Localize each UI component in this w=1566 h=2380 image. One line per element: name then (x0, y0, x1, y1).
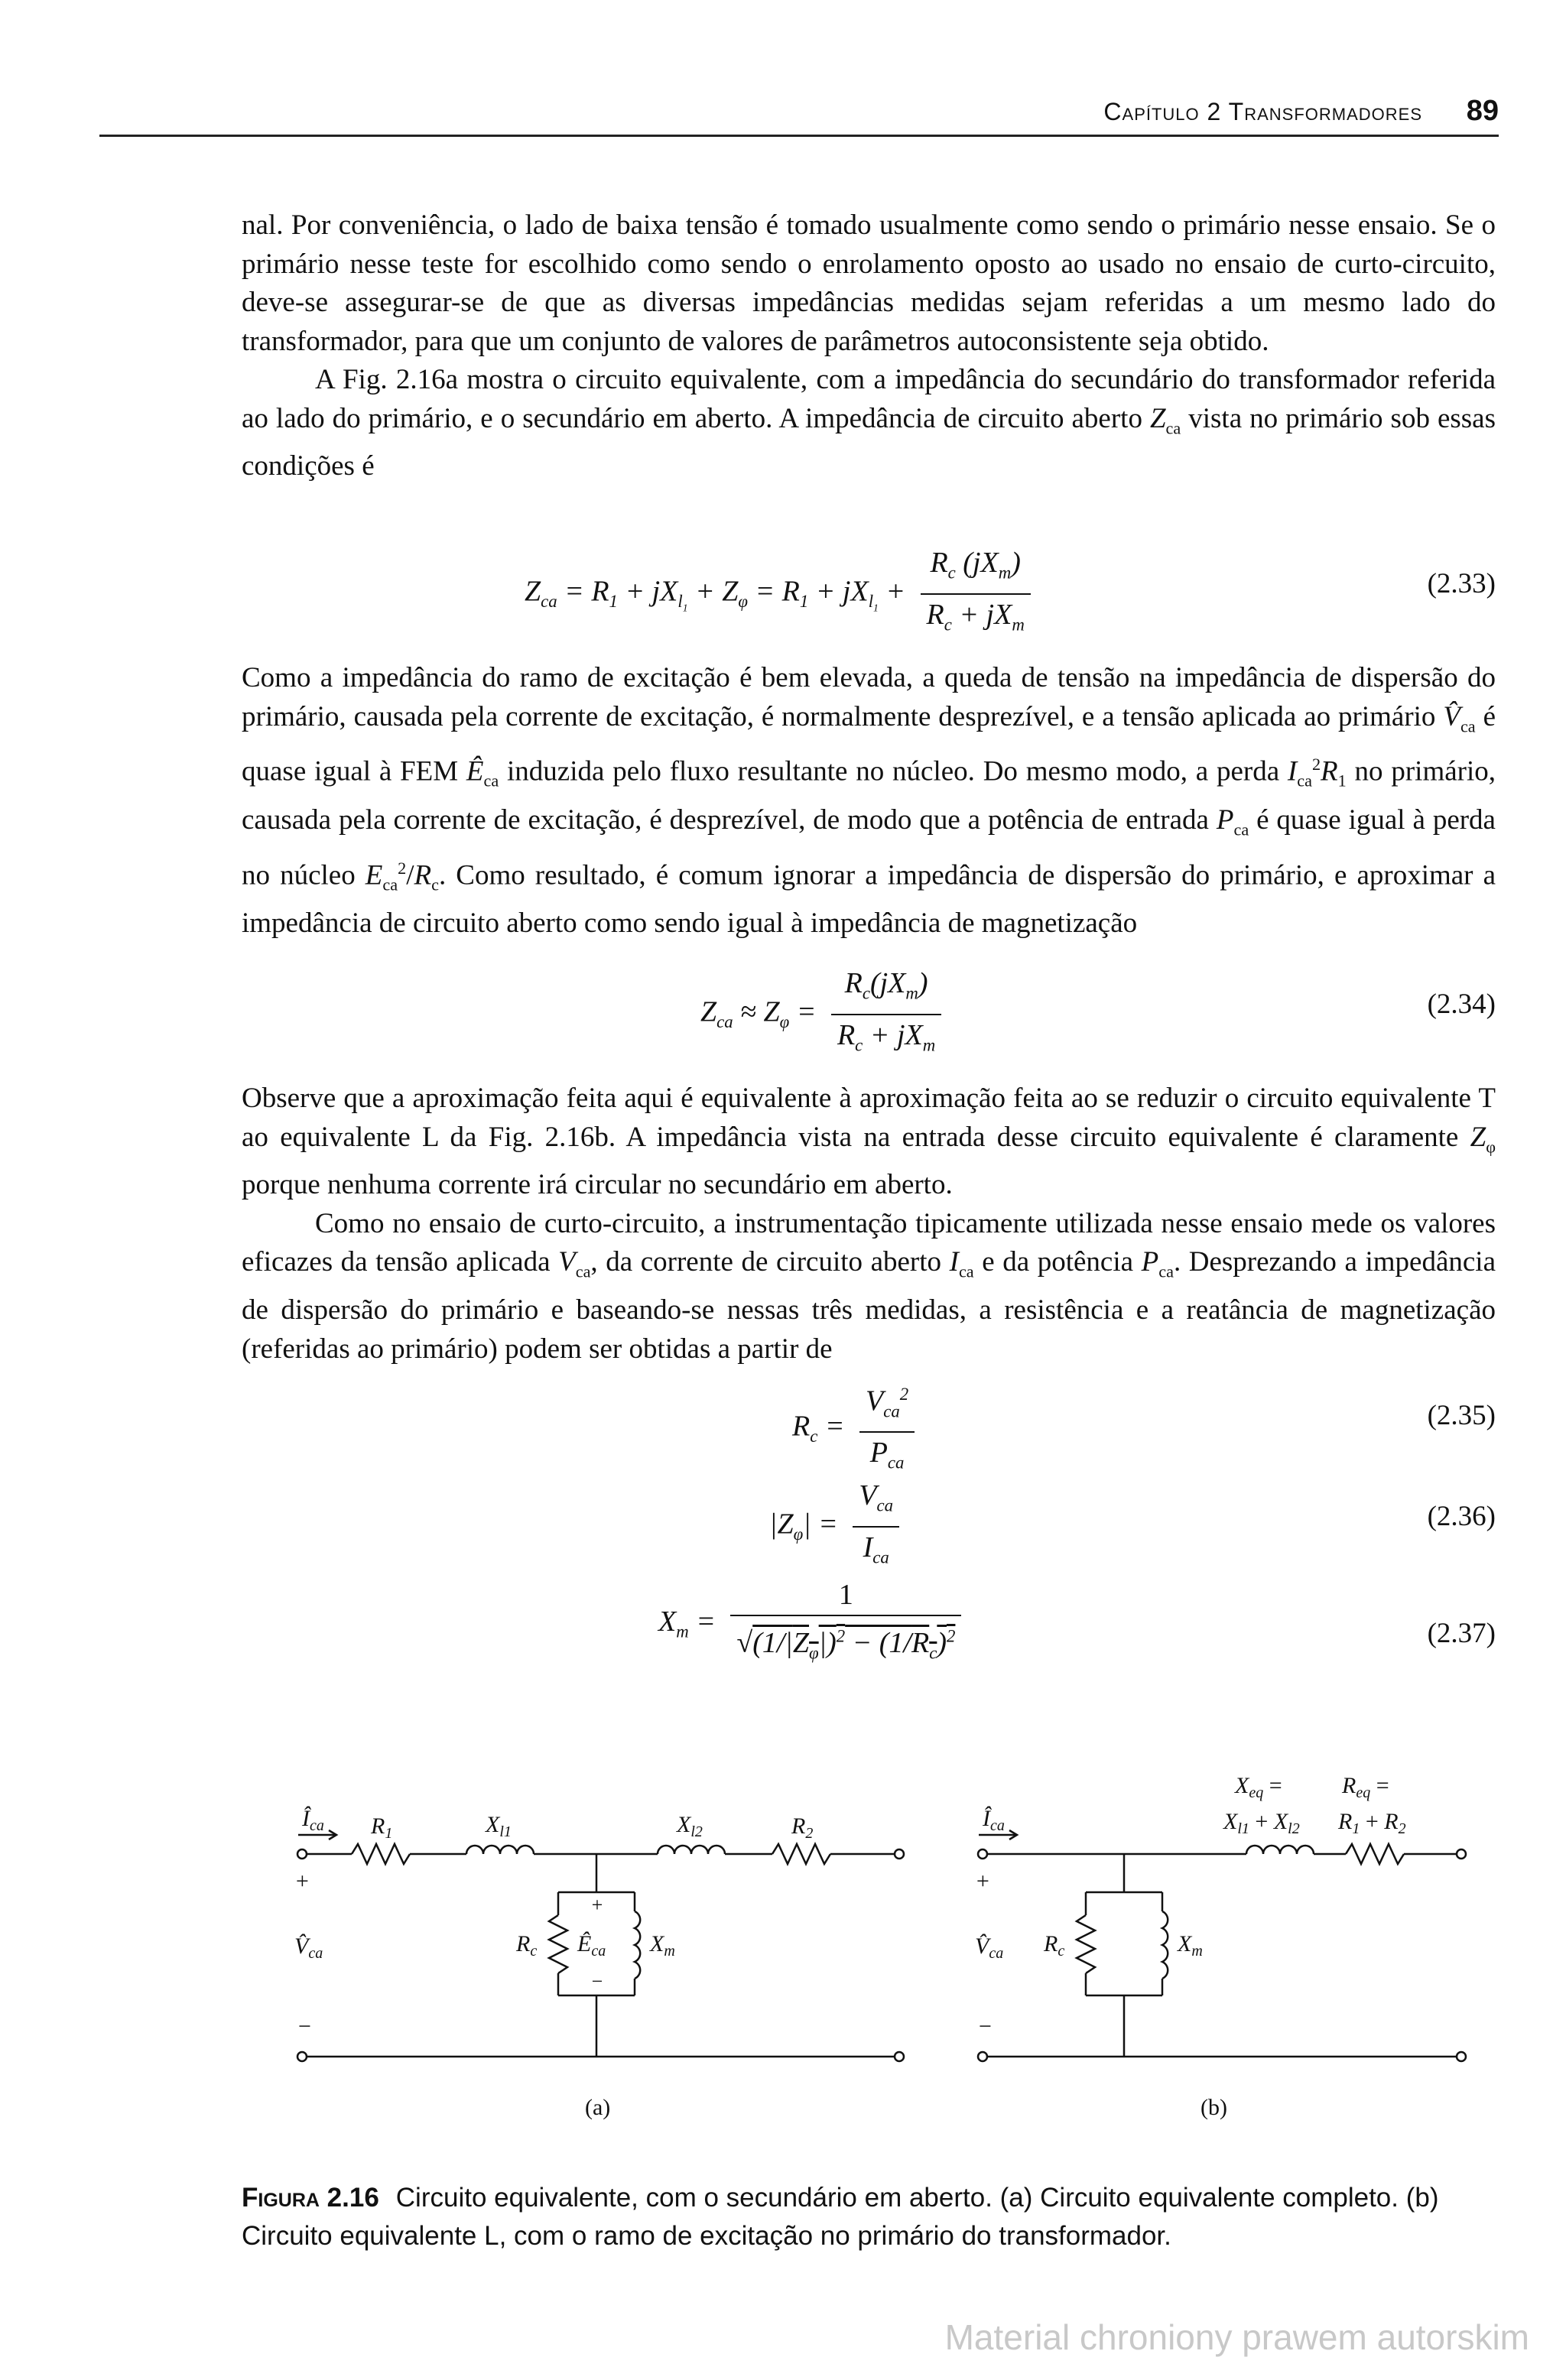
equation-2-35: $R_c$ = $\frac{V_{ca}^2}{P_{ca}}$ (2.35) (242, 1375, 1496, 1474)
figure-2-16 (275, 1758, 1499, 2156)
figure-label-b: (b) (1200, 2095, 1227, 2120)
svg-text:Xm: $X_m$ (1178, 1931, 1203, 1960)
svg-text:Rc: $R_c$ (1044, 1931, 1065, 1960)
svg-text:+: + (590, 1894, 604, 1916)
svg-text:−: − (977, 2014, 993, 2039)
equation-number: (2.37) (1427, 1618, 1496, 1649)
svg-text:Req =: $R_{eq}$ = (1342, 1773, 1389, 1801)
equation-number: (2.36) (1427, 1501, 1496, 1532)
svg-text:−: − (297, 2014, 313, 2039)
body-text-middle (242, 659, 1496, 943)
paragraph-2: A Fig. 2.16a mostra o circuito equivalente, com a impedância do secundário do transformador referida ao lado do primário, e o secundário em aberto. A impedância de circuito aberto $Z_{ca}$ vista no primário sob essas condições é (242, 364, 1496, 482)
paragraph-1: nal. Por conveniência, o lado de baixa tensão é tomado usualmente como sendo o primário nesse ensaio. Se o primário nesse teste for escolhido como sendo o enrolamento oposto ao usado no ensaio de curto-circuito, deve-se assegurar-se de que as diversas impedâncias medidas sejam referidas a um mesmo lado do transformador, para que um conjunto de valores de parâmetros autoconsistente seja obtido. (242, 209, 1496, 357)
running-header (99, 95, 1499, 137)
svg-text:Îca: $Î_{ca}$ (983, 1806, 1005, 1834)
svg-text:Êca: $Ê_{ca}$ (577, 1931, 606, 1960)
copyright-watermark: Material chroniony prawem autorskim (944, 2317, 1529, 2357)
equation-2-37: $X_m$ = $\frac{1}{√(1/|Z_\varphi|)^2 - (1/R_c)^2}$ (2.37) (242, 1575, 1496, 1674)
running-head-text: Capítulo 2 Transformadores (1103, 98, 1422, 125)
equation-2-33: $Z_{ca} = R_1 + jX_{l_1} + Z_\varphi = R_1 + jX_{l_1}$ + $\frac{R_c (jX_m)}{R_c + jX_m}$ (2.33) (242, 535, 1496, 635)
svg-text:R1 + R2: $R_1 + R_2$ (1338, 1809, 1406, 1837)
circuit-diagrams (275, 1758, 1499, 2156)
paragraph-4: Observe que a aproximação feita aqui é equivalente à aproximação feita ao se reduzir o circuito equivalente T ao equivalente L da Fig. 2.16b. A impedância vista na entrada desse circuito equivalente é claramente $Z_\varphi$ porque nenhuma corrente irá circular no secundário em aberto. (242, 1083, 1496, 1201)
body-text-top (242, 206, 1496, 486)
equation-number: (2.33) (1427, 568, 1496, 599)
svg-text:Rc: $R_c$ (516, 1931, 538, 1960)
equation-number: (2.35) (1427, 1400, 1496, 1431)
svg-text:Îca: $Î_{ca}$ (302, 1806, 324, 1834)
paragraph-5: Como no ensaio de curto-circuito, a instrumentação tipicamente utilizada nesse ensaio mede os valores eficazes da tensão aplicada $V_{ca}$, da corrente de circuito aberto $I_{ca}$ e da potência $P_{ca}$. Desprezando a impedância de dispersão do primário e baseando-se nessas três medidas, a resistência e a reatância de magnetização (referidas ao primário) podem ser obtidas a partir de (242, 1207, 1496, 1365)
paragraph-3: Como a impedância do ramo de excitação é bem elevada, a queda de tensão na impedância de dispersão do primário, causada pela corrente de excitação, é normalmente desprezível, e a tensão aplicada ao primário $V̂_{ca}$ é quase igual à FEM $Ê_{ca}$ induzida pelo fluxo resultante no núcleo. Do mesmo modo, a perda $I_{ca}^2R_1$ no primário, causada pela corrente de excitação, é desprezível, de modo que a potência de entrada $P_{ca}$ é quase igual à perda no núcleo $E_{ca}^2/R_c$. Como resultado, é comum ignorar a impedância de dispersão do primário, e aproximar a impedância de circuito aberto como sendo igual à impedância de magnetização (242, 662, 1496, 939)
figure-label-a: (a) (585, 2095, 611, 2120)
svg-text:Xeq =: $X_{eq}$ = (1235, 1773, 1282, 1801)
equation-number: (2.34) (1427, 989, 1496, 1020)
equation-2-36: $|Z_\varphi|$ = $\frac{V_{ca}}{I_{ca}}$ (2.36) (242, 1476, 1496, 1575)
svg-text:Xl1: $X_{l1}$ (486, 1812, 512, 1840)
svg-text:Xm: $X_m$ (650, 1931, 675, 1960)
svg-text:Xl2: $X_{l2}$ (677, 1812, 703, 1840)
equation-2-34: $Z_{ca} \approx Z_\varphi$ = $\frac{R_c(jX_m)}{R_c + jX_m}$ (2.34) (242, 956, 1496, 1055)
svg-text:R2: $R_2$ (791, 1813, 814, 1842)
svg-text:−: − (590, 1970, 604, 1992)
page-number: 89 (1466, 95, 1499, 127)
svg-text:R1: $R_1$ (371, 1813, 393, 1842)
caption-label: Figura 2.16 (242, 2183, 379, 2213)
svg-text:+: + (975, 1869, 991, 1894)
svg-text:V̂ca: $V̂_{ca}$ (975, 1934, 1004, 1962)
svg-text:V̂ca: $V̂_{ca}$ (294, 1934, 323, 1962)
svg-text:+: + (294, 1869, 310, 1894)
caption-text: Circuito equivalente, com o secundário em aberto. (a) Circuito equivalente completo. (b) Circuito equivalente L, com o ramo de excitação no primário do transformador. (242, 2183, 1439, 2251)
svg-text:Xl1 + Xl2: $X_{l1} + X_{l2}$ (1223, 1809, 1300, 1837)
body-text-lower (242, 1080, 1496, 1369)
figure-caption (242, 2179, 1496, 2255)
